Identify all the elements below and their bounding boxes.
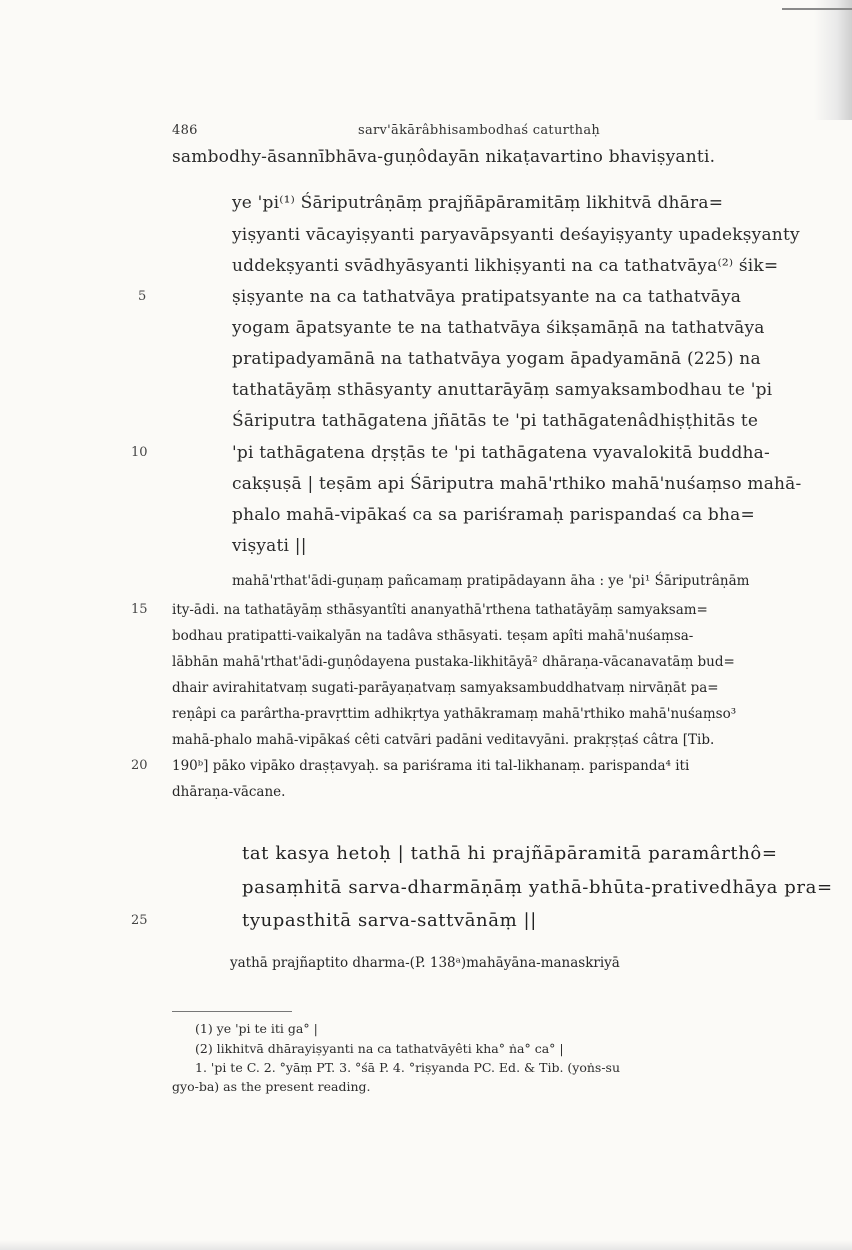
verse-line: tat kasya hetoḥ | tathā hi prajñāpāramitā paramârthô= — [242, 843, 778, 864]
footnote: (1) ye 'pi te iti ga° | — [195, 1021, 318, 1036]
line-number-10: 10 — [131, 445, 148, 460]
body-line: 'pi tathāgatena dṛṣṭās te 'pi tathāgatena vyavalokitā buddha- — [232, 443, 770, 463]
commentary-line: 190ᵇ] pāko vipāko draṣṭavyaḥ. sa pariśrama iti tal-likhanaṃ. parispanda⁴ iti — [172, 758, 690, 774]
footnote: 1. 'pi te C. 2. °yāṃ PT. 3. °śā P. 4. °riṣyanda PC. Ed. & Tib. (yoṅs-su — [195, 1060, 621, 1075]
body-line: cakṣuṣā | teṣām api Śāriputra mahā'rthiko mahā'nuśaṃso mahā- — [232, 474, 802, 494]
verse-line: pasaṃhitā sarva-dharmāṇāṃ yathā-bhūta-prativedhāya pra= — [242, 877, 833, 898]
body-line: tathatāyāṃ sthāsyanty anuttarāyāṃ samyaksambodhau te 'pi — [232, 380, 773, 400]
commentary-line: ity-ādi. na tathatāyāṃ sthāsyantîti ananyathā'rthena tathatāyāṃ samyaksam= — [172, 602, 708, 618]
commentary-line: mahā'rthat'ādi-guṇaṃ pañcamaṃ pratipādayann āha : ye 'pi¹ Śāriputrâṇām — [232, 573, 750, 589]
body-line: Śāriputra tathāgatena jñātās te 'pi tathāgatenâdhiṣṭhitās te — [232, 411, 759, 431]
body-line: ye 'pi⁽¹⁾ Śāriputrâṇāṃ prajñāpāramitāṃ likhitvā dhāra= — [232, 193, 724, 213]
body-line: pratipadyamānā na tathatvāya yogam āpadyamānā (225) na — [232, 349, 761, 369]
body-line: viṣyati || — [232, 536, 307, 556]
scan-edge-mark — [782, 8, 852, 10]
line-number-20: 20 — [131, 758, 148, 773]
body-line: ṣiṣyante na ca tathatvāya pratipatsyante na ca tathatvāya — [232, 287, 742, 307]
commentary-line: dhāraṇa-vācane. — [172, 784, 286, 800]
commentary-line: lābhān mahā'rthat'ādi-guṇôdayena pustaka-likhitāyā² dhāraṇa-vācanavatāṃ bud= — [172, 654, 735, 670]
body-line: yiṣyanti vācayiṣyanti paryavāpsyanti deśayiṣyanty upadekṣyanty — [232, 225, 800, 245]
line-number-15: 15 — [131, 602, 148, 617]
body-line: uddekṣyanti svādhyāsyanti likhiṣyanti na ca tathatvāya⁽²⁾ śik= — [232, 256, 779, 276]
footnote: (2) likhitvā dhārayiṣyanti na ca tathatvāyêti kha° ṅa° ca° | — [195, 1041, 564, 1056]
body-line: yogam āpatsyante te na tathatvāya śikṣamāṇā na tathatvāya — [232, 318, 765, 338]
body-line: sambodhy-āsannībhāva-guṇôdayān nikaṭavartino bhaviṣyanti. — [172, 147, 716, 167]
scan-bottom-shadow — [0, 1240, 852, 1250]
page-number: 486 — [172, 123, 198, 138]
body-line: phalo mahā-vipākaś ca sa pariśramaḥ parispandaś ca bha= — [232, 505, 755, 525]
commentary-line: dhair avirahitatvaṃ sugati-parāyaṇatvaṃ samyaksambuddhatvaṃ nirvāṇāt pa= — [172, 680, 719, 696]
verse-line: tyupasthitā sarva-sattvānāṃ || — [242, 910, 537, 931]
line-number-25: 25 — [131, 913, 148, 928]
running-title: sarv'ākārâbhisambodhaś caturthaḥ — [358, 123, 601, 138]
commentary-line: mahā-phalo mahā-vipākaś cêti catvāri padāni veditavyāni. prakṛṣṭaś câtra [Tib. — [172, 732, 715, 748]
commentary-line: reṇâpi ca parârtha-pravṛttim adhikṛtya yathākramaṃ mahā'rthiko mahā'nuśaṃso³ — [172, 706, 737, 722]
scan-edge-shadow — [814, 0, 852, 120]
footnote-rule — [172, 1011, 292, 1012]
commentary-line: yathā prajñaptito dharma-(P. 138ᵃ)mahāyāna-manaskriyā — [230, 955, 620, 971]
commentary-line: bodhau pratipatti-vaikalyān na tadâva sthāsyati. teṣam apîti mahā'nuśaṃsa- — [172, 628, 694, 644]
footnote: gyo-ba) as the present reading. — [172, 1079, 371, 1094]
line-number-5: 5 — [138, 289, 147, 304]
